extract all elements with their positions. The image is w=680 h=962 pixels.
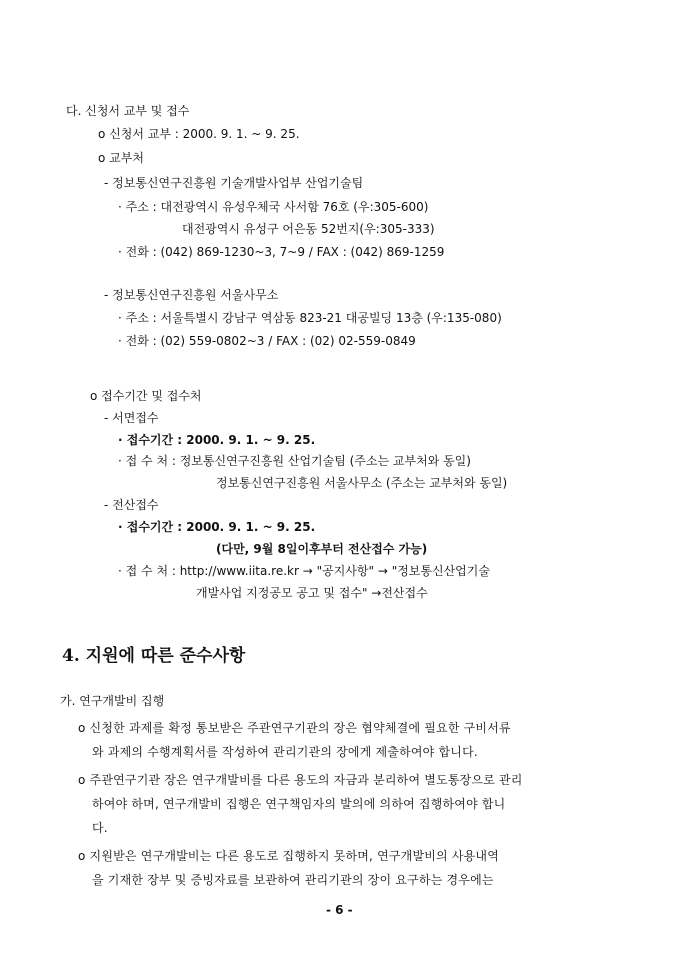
electronic-receipt-label: - 전산접수	[104, 498, 159, 512]
section-da-title: 다. 신청서 교부 및 접수	[66, 104, 190, 118]
electronic-receipt-note: (다만, 9월 8일이후부터 전산접수 가능)	[216, 542, 428, 556]
electronic-receipt-place-line1: · 접 수 처 : http://www.iita.re.kr → "공지사항" → "정보통신산업기술	[118, 564, 490, 578]
electronic-receipt-place-line2: 개발사업 지정공모 공고 및 접수" →전산접수	[196, 586, 428, 600]
written-receipt-place-line1: · 접 수 처 : 정보통신연구진흥원 산업기술팀 (주소는 교부처와 동일)	[118, 454, 471, 468]
written-receipt-place-line2: 정보통신연구진흥원 서울사무소 (주소는 교부처와 동일)	[216, 476, 508, 490]
section4-sub-ga: 가. 연구개발비 집행	[60, 694, 165, 708]
paragraph2-line2: 하여야 하며, 연구개발비 집행은 연구책임자의 발의에 의하여 집행하여야 합니	[92, 797, 506, 811]
issuer-label: o 교부처	[98, 151, 144, 165]
page-number: - 6 -	[326, 903, 353, 917]
section4-heading: 4. 지원에 따른 준수사항	[62, 646, 246, 666]
office1-name: - 정보통신연구진흥원 기술개발사업부 산업기술팀	[104, 176, 364, 190]
paragraph2-line1: o 주관연구기관 장은 연구개발비를 다른 용도의 자금과 분리하여 별도통장으로 관리	[78, 773, 523, 787]
paragraph3-line1: o 지원받은 연구개발비는 다른 용도로 집행하지 못하며, 연구개발비의 사용내역	[78, 849, 500, 863]
paragraph3-line2: 을 기재한 장부 및 증빙자료를 보관하여 관리기관의 장이 요구하는 경우에는	[92, 873, 494, 887]
paragraph2-line3: 다.	[92, 821, 108, 835]
office2-address: · 주소 : 서울특별시 강남구 역삼동 823-21 대공빌딩 13층 (우:135-080)	[118, 311, 502, 325]
office1-phone: · 전화 : (042) 869-1230~3, 7~9 / FAX : (042) 869-1259	[118, 245, 445, 259]
paragraph1-line1: o 신청한 과제를 확정 통보받은 주관연구기관의 장은 협약체결에 필요한 구비서류	[78, 721, 511, 735]
electronic-receipt-period: · 접수기간 : 2000. 9. 1. ~ 9. 25.	[118, 520, 316, 534]
written-receipt-label: - 서면접수	[104, 411, 159, 425]
office1-address-line2: 대전광역시 유성구 어은동 52번지(우:305-333)	[182, 222, 435, 236]
office1-address-line1: · 주소 : 대전광역시 유성우체국 사서함 76호 (우:305-600)	[118, 200, 429, 214]
office2-name: - 정보통신연구진흥원 서울사무소	[104, 288, 279, 302]
written-receipt-period: · 접수기간 : 2000. 9. 1. ~ 9. 25.	[118, 433, 316, 447]
receipt-label: o 접수기간 및 접수처	[90, 389, 202, 403]
issue-period: o 신청서 교부 : 2000. 9. 1. ~ 9. 25.	[98, 127, 300, 141]
paragraph1-line2: 와 과제의 수행계획서를 작성하여 관리기관의 장에게 제출하여야 합니다.	[92, 745, 478, 759]
office2-phone: · 전화 : (02) 559-0802~3 / FAX : (02) 02-559-0849	[118, 334, 416, 348]
